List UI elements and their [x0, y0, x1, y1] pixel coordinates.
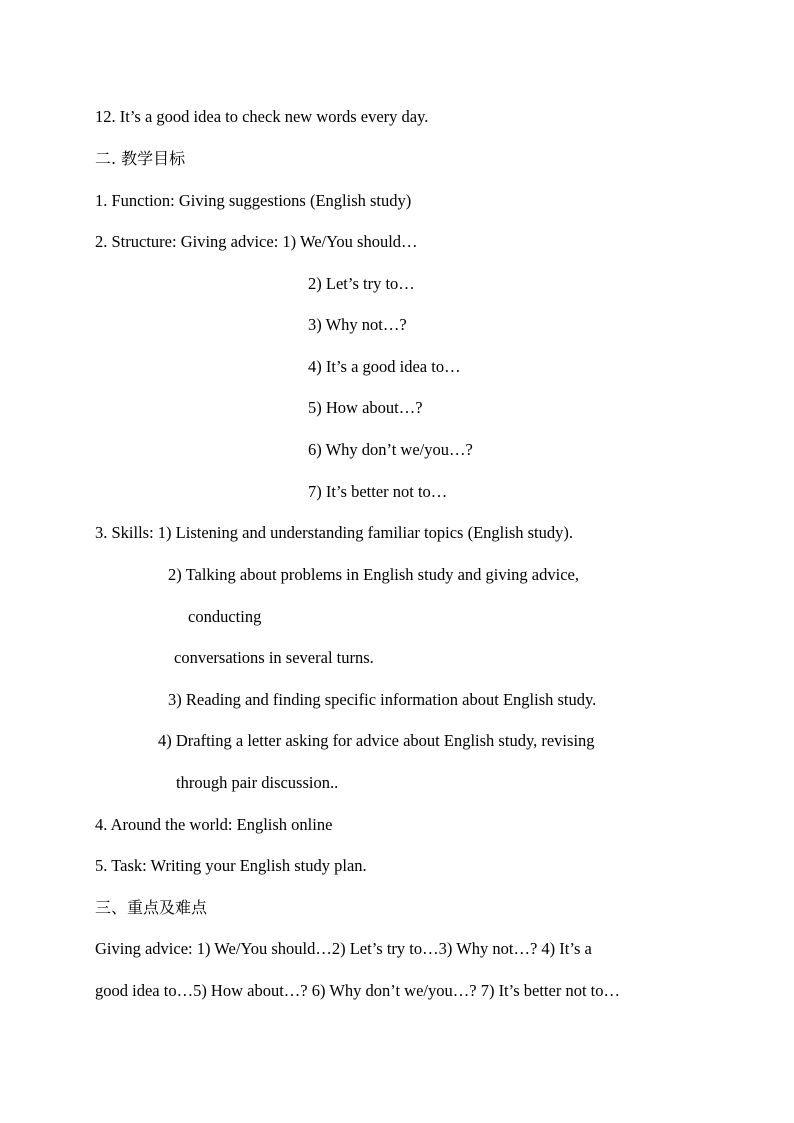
- structure-item: 5) How about…?: [308, 398, 423, 417]
- skill-talking-continued: conversations in several turns.: [174, 648, 374, 667]
- key-points-text: Giving advice: 1) We/You should…2) Let’s try to…3) Why not…? 4) It’s a: [95, 939, 592, 958]
- goal-structure: 2. Structure: Giving advice: 1) We/You should…: [95, 232, 418, 251]
- structure-item: 2) Let’s try to…: [308, 274, 415, 293]
- goal-skills: 3. Skills: 1) Listening and understanding familiar topics (English study).: [95, 523, 573, 542]
- skill-writing-continued: through pair discussion..: [176, 773, 339, 792]
- goal-task: 5. Task: Writing your English study plan.: [95, 856, 367, 875]
- structure-item: 6) Why don’t we/you…?: [308, 440, 473, 459]
- goal-around-the-world: 4. Around the world: English online: [95, 815, 333, 834]
- skill-writing: 4) Drafting a letter asking for advice about English study, revising: [158, 731, 595, 750]
- skill-talking: 2) Talking about problems in English study and giving advice,: [168, 565, 579, 584]
- section-heading-teaching-goals: 二. 教学目标: [95, 149, 186, 168]
- structure-item: 7) It’s better not to…: [308, 482, 448, 501]
- structure-item: 3) Why not…?: [308, 315, 407, 334]
- goal-function: 1. Function: Giving suggestions (English study): [95, 191, 412, 210]
- structure-item: 4) It’s a good idea to…: [308, 357, 461, 376]
- skill-talking-continued: conducting: [188, 607, 262, 626]
- skill-reading: 3) Reading and finding specific information about English study.: [168, 690, 597, 709]
- key-points-text-continued: good idea to…5) How about…? 6) Why don’t we/you…? 7) It’s better not to…: [95, 981, 621, 1000]
- line-item-12: 12. It’s a good idea to check new words every day.: [95, 107, 429, 126]
- section-heading-key-points: 三、重点及难点: [95, 898, 208, 917]
